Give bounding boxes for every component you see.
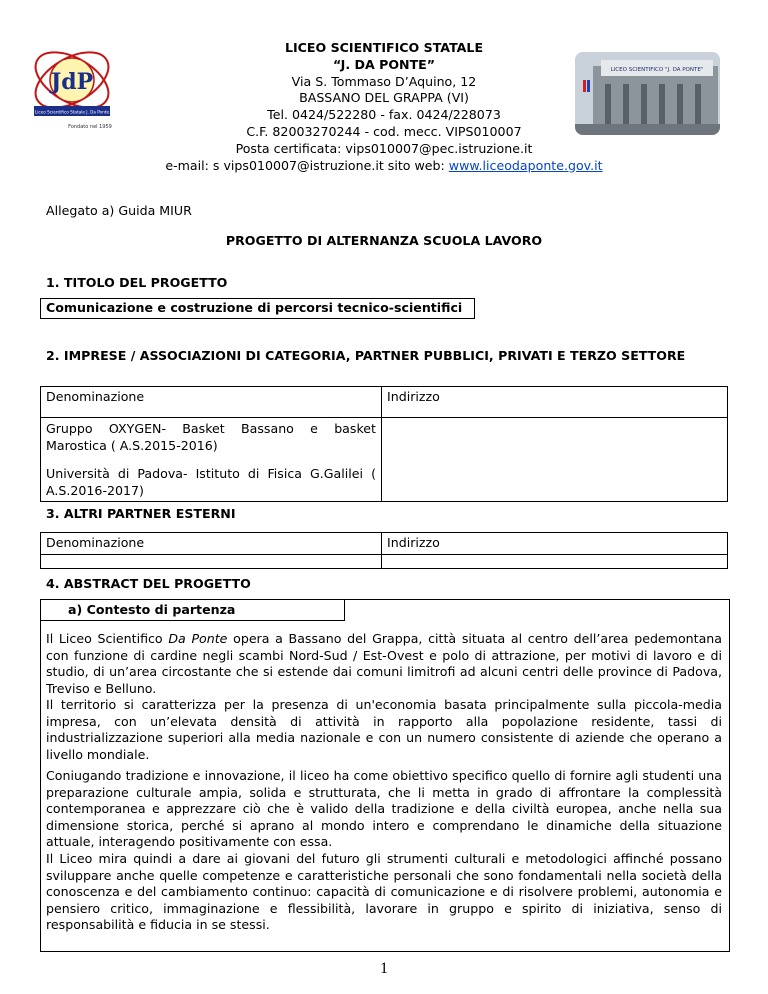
section1-heading-text: . TITOLO DEL PROGETTO (54, 275, 228, 290)
email-text: e-mail: s vips010007@istruzione.it sito web: (165, 157, 449, 173)
school-city: BASSANO DEL GRAPPA (VI) (299, 90, 469, 106)
letterhead (0, 40, 768, 174)
school-phone: Tel. 0424/522280 - fax. 0424/228073 (267, 107, 501, 123)
other-partners-table (40, 532, 728, 569)
section3-heading: 3. ALTRI PARTNER ESTERNI (46, 506, 236, 521)
p1-italic: Da Ponte (168, 631, 228, 646)
section1-number: 1 (46, 275, 55, 290)
section4-heading: 4. ABSTRACT DEL PROGETTO (46, 576, 251, 591)
website-link[interactable]: www.liceodaponte.gov.it (448, 157, 603, 173)
abstract-paragraph-3: Coniugando tradizione e innovazione, il liceo ha come obiettivo specifico quello di fornire agli studenti una preparazione culturale ampia, solida e strutturata, che li metta in grado di affrontare la complessità contemporanea e apprezzare ciò che è valido della tradizione e della civiltà europea, anche nella sua dimensione storica, perché si aprano al mondo intero e comprendano le dinamiche della situazione attuale, interagendo positivamente con essa. (46, 768, 722, 850)
abstract-paragraph-1 (46, 631, 722, 697)
p1-end: opera a Bassano del Grappa, città situata al centro dell’area pedemontana con funzione di cardine negli scambi Nord-Sud / Est-Ovest e polo di attrazione, per motivi di lavoro e di studio, di un’area circostante che si estende dai comuni limitrofi ad alcuni centri delle province di Padova, Treviso e Belluno. (46, 631, 722, 696)
p1-start: Il Liceo Scientifico (46, 631, 169, 646)
partners-name-cell (41, 418, 382, 502)
school-contacts (0, 158, 768, 175)
project-title: Comunicazione e costruzione di percorsi tecnico-scientifici (41, 299, 475, 319)
page-number: 1 (380, 960, 388, 977)
partners-address-cell (382, 418, 728, 502)
logo-letters: JdP (50, 69, 94, 95)
section1-heading (46, 275, 227, 292)
partners-col-name: Denominazione (41, 387, 382, 418)
section2-heading: 2. IMPRESE / ASSOCIAZIONI DI CATEGORIA, PARTNER PUBBLICI, PRIVATI E TERZO SETTORE (46, 348, 686, 363)
other-partners-empty-name (41, 554, 382, 568)
logo-caption: Liceo Scientifico Statale J. Da Ponte (34, 109, 110, 115)
school-codes: C.F. 82003270244 - cod. mecc. VIPS010007 (246, 123, 522, 139)
annex-label: Allegato a) Guida MIUR (46, 203, 192, 218)
logo-year: Fondato nel 1959 (68, 124, 112, 130)
school-pec: Posta certificata: vips010007@pec.istruzione.it (235, 140, 533, 156)
project-title-box (40, 298, 475, 319)
partners-table (40, 386, 728, 502)
photo-sign: LICEO SCIENTIFICO "J. DA PONTE" (610, 67, 704, 73)
abstract-paragraph-4: Il Liceo mira quindi a dare ai giovani del futuro gli strumenti culturali e metodologici affinché possano sviluppare anche quelle competenze e caratteristiche personali che sono fondamentali nella società della conoscenza e del cambiamento continuo: capacità di comunicazione e di risolvere problemi, autonomia e pensiero critico, immaginazione e flessibilità, lavorare in gruppo e spirito di iniziativa, senso di responsabilità e fiducia in se stessi. (46, 851, 722, 933)
partners-col-address: Indirizzo (382, 387, 728, 418)
school-title: “J. DA PONTE” (332, 56, 436, 72)
other-partners-empty-address (382, 554, 728, 568)
partner-1: Gruppo OXYGEN- Basket Bassano e basket Marostica ( A.S.2015-2016) (46, 421, 376, 453)
school-name: LICEO SCIENTIFICO STATALE (284, 40, 484, 55)
other-partners-col-address: Indirizzo (382, 533, 728, 555)
school-address: Via S. Tommaso D’Aquino, 12 (291, 73, 477, 89)
abstract-paragraph-2: Il territorio si caratterizza per la presenza di un'economia basata principalmente sulla piccola-media impresa, con un’elevata densità di attività in rapporto alla popolazione residente, tassi di industrializzazione superiori alla media nazionale e con un numero consistente di aziende che operano a livello mondiale. (46, 697, 722, 762)
document-title: PROGETTO DI ALTERNANZA SCUOLA LAVORO (225, 233, 543, 248)
abstract-subheading: a) Contesto di partenza (40, 599, 345, 621)
partner-2: Università di Padova- Istituto di Fisica G.Galilei ( A.S.2016-2017) (46, 466, 376, 498)
other-partners-col-name: Denominazione (41, 533, 382, 555)
